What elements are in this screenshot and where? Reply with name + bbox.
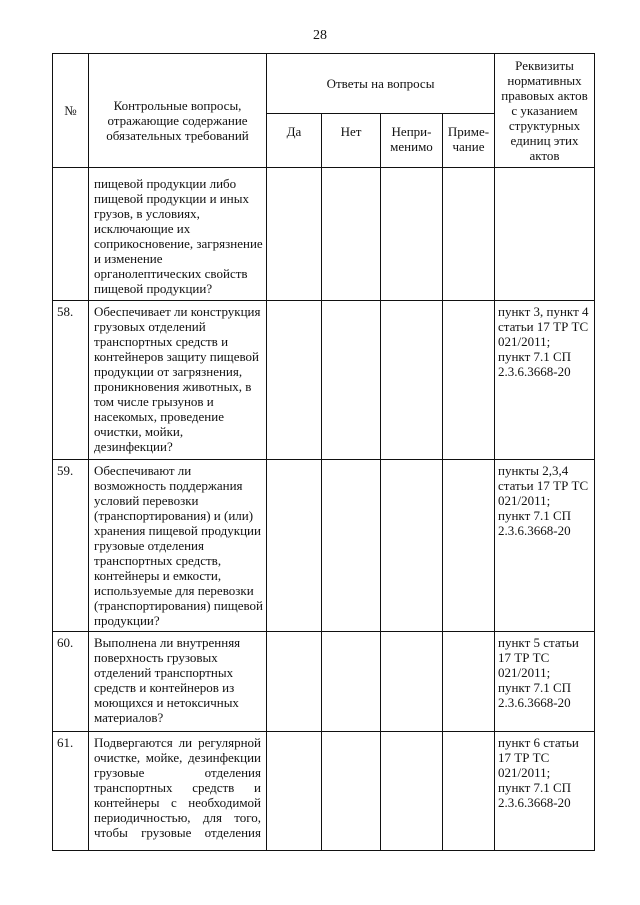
question-line: проникновения животных, в: [94, 379, 252, 394]
question-line: контейнеров защиту пищевой: [94, 349, 259, 364]
question-line: хранения пищевой продукции: [94, 523, 261, 538]
reference-line: пункт 7.1 СП: [498, 508, 572, 523]
page-number: 28: [313, 28, 327, 43]
question-line: поверхность грузовых: [94, 650, 218, 665]
reference-line: статьи 17 ТР ТС: [498, 319, 589, 334]
question-line: грузовые отделения: [94, 538, 204, 553]
header-no: Нет: [322, 114, 381, 168]
table-row: [53, 460, 595, 632]
question-line: дезинфекции?: [94, 439, 173, 454]
question-line: том числе грызунов и: [94, 394, 214, 409]
header-note-line: Приме-: [447, 124, 490, 140]
question-line: возможность поддержания: [94, 478, 243, 493]
header-requisites-line: с указанием: [511, 103, 578, 118]
question-line: насекомых, проведение: [94, 409, 224, 424]
question-line: (транспортирования) пищевой: [94, 598, 263, 613]
reference-line: пункт 3, пункт 4: [498, 304, 589, 319]
header-num: №: [53, 54, 89, 168]
question-line: транспортных средств и: [94, 780, 261, 795]
header-na-line: менимо: [390, 139, 433, 155]
question-line: моющихся и нетоксичных: [94, 695, 239, 710]
question-line: очистки, мойки,: [94, 424, 184, 439]
answer-no-cell[interactable]: [322, 301, 381, 460]
reference-line: 2.3.6.3668-20: [498, 695, 571, 710]
question-line: чтобы грузовые отделения: [94, 825, 261, 840]
question-line: грузовые отделения: [94, 765, 261, 780]
question-line: (транспортирования) и (или): [94, 508, 254, 523]
question-line: продукции?: [94, 613, 160, 628]
question-line: пищевой продукции?: [94, 281, 213, 296]
answer-no-cell[interactable]: [322, 168, 381, 301]
reference-line: пункт 7.1 СП: [498, 780, 572, 795]
reference-line: статьи 17 ТР ТС: [498, 478, 589, 493]
question-line: Подвергаются ли регулярной: [94, 735, 261, 750]
header-requisites-line: правовых актов: [501, 88, 588, 103]
row-question: [89, 168, 267, 301]
reference-line: 17 ТР ТС: [498, 750, 550, 765]
answer-note-cell[interactable]: [443, 301, 495, 460]
answer-no-cell[interactable]: [322, 732, 381, 851]
reference-line: пункт 7.1 СП: [498, 680, 572, 695]
header-requisites-line: нормативных: [507, 73, 582, 88]
question-line: материалов?: [94, 710, 164, 725]
reference-line: 2.3.6.3668-20: [498, 364, 571, 379]
row-question: [89, 460, 267, 632]
answer-yes-cell[interactable]: [267, 732, 322, 851]
question-line: средств и контейнеров из: [94, 680, 235, 695]
row-question: [89, 632, 267, 732]
question-line: соприкосновение, загрязнение: [94, 236, 263, 251]
question-line: Обеспечивают ли: [94, 463, 192, 478]
header-note: [443, 114, 495, 168]
question-line: транспортных средств и: [94, 334, 229, 349]
reference-line: пункты 2,3,4: [498, 463, 569, 478]
answer-na-cell[interactable]: [381, 168, 443, 301]
answer-yes-cell[interactable]: [267, 460, 322, 632]
row-num: 59.: [53, 460, 89, 632]
reference-line: пункт 5 статьи: [498, 635, 579, 650]
answer-yes-cell[interactable]: [267, 168, 322, 301]
header-requisites: [495, 54, 595, 168]
question-line: и изменение: [94, 251, 163, 266]
answer-no-cell[interactable]: [322, 632, 381, 732]
answer-na-cell[interactable]: [381, 301, 443, 460]
row-reference: [495, 732, 595, 851]
question-line: пищевой продукции либо: [94, 176, 237, 191]
row-num: 58.: [53, 301, 89, 460]
row-reference: [495, 168, 595, 301]
question-line: Обеспечивает ли конструкция: [94, 304, 261, 319]
header-questions-line: обязательных требований: [106, 128, 249, 143]
answer-yes-cell[interactable]: [267, 632, 322, 732]
question-line: продукции от загрязнения,: [94, 364, 243, 379]
question-line: грузов, в условиях,: [94, 206, 200, 221]
header-requisites-line: единиц этих: [510, 133, 579, 148]
question-line: контейнеры и емкости,: [94, 568, 222, 583]
answer-na-cell[interactable]: [381, 460, 443, 632]
reference-line: 021/2011;: [498, 765, 551, 780]
header-na: [381, 114, 443, 168]
reference-line: 021/2011;: [498, 665, 551, 680]
checklist-table: [52, 53, 595, 851]
table-row: [53, 632, 595, 732]
reference-line: 021/2011;: [498, 334, 551, 349]
row-reference: [495, 460, 595, 632]
reference-line: пункт 6 статьи: [498, 735, 579, 750]
answer-yes-cell[interactable]: [267, 301, 322, 460]
answer-no-cell[interactable]: [322, 460, 381, 632]
header-questions-line: Контрольные вопросы,: [113, 98, 242, 113]
row-num: 60.: [53, 632, 89, 732]
answer-note-cell[interactable]: [443, 632, 495, 732]
row-question: [89, 301, 267, 460]
question-line: органолептических свойств: [94, 266, 248, 281]
row-num: 61.: [53, 732, 89, 851]
reference-line: 021/2011;: [498, 493, 551, 508]
header-answers: Ответы на вопросы: [267, 54, 495, 114]
reference-line: 2.3.6.3668-20: [498, 795, 571, 810]
row-num: [53, 168, 89, 301]
question-line: транспортных средств,: [94, 553, 222, 568]
question-line: грузовых отделений: [94, 319, 206, 334]
answer-na-cell[interactable]: [381, 732, 443, 851]
header-note-line: чание: [452, 139, 485, 155]
reference-line: 2.3.6.3668-20: [498, 523, 571, 538]
question-line: очистке, мойке, дезинфекции: [94, 750, 261, 765]
header-yes: Да: [267, 114, 322, 168]
answer-note-cell[interactable]: [443, 460, 495, 632]
question-line: контейнеры с необходимой: [94, 795, 261, 810]
table-row: [53, 301, 595, 460]
question-line: условий перевозки: [94, 493, 199, 508]
question-line: отделений транспортных: [94, 665, 234, 680]
question-line: используемые для перевозки: [94, 583, 254, 598]
question-line: периодичностью, для того,: [94, 810, 261, 825]
reference-line: 17 ТР ТС: [498, 650, 550, 665]
row-reference: [495, 301, 595, 460]
question-line: Выполнена ли внутренняя: [94, 635, 241, 650]
question-line: пищевой продукции и иных: [94, 191, 249, 206]
reference-line: пункт 7.1 СП: [498, 349, 572, 364]
header-questions-line: отражающие содержание: [107, 113, 248, 128]
header-na-line: Непри-: [391, 124, 432, 140]
table-row: [53, 732, 595, 851]
answer-na-cell[interactable]: [381, 632, 443, 732]
answer-note-cell[interactable]: [443, 732, 495, 851]
answer-note-cell[interactable]: [443, 168, 495, 301]
row-question: [89, 732, 267, 851]
header-requisites-line: актов: [529, 148, 560, 163]
question-line: исключающие их: [94, 221, 191, 236]
header-requisites-line: Реквизиты: [515, 58, 574, 73]
header-questions: [89, 54, 267, 168]
row-reference: [495, 632, 595, 732]
table-row: [53, 168, 595, 301]
header-requisites-line: структурных: [508, 118, 581, 133]
